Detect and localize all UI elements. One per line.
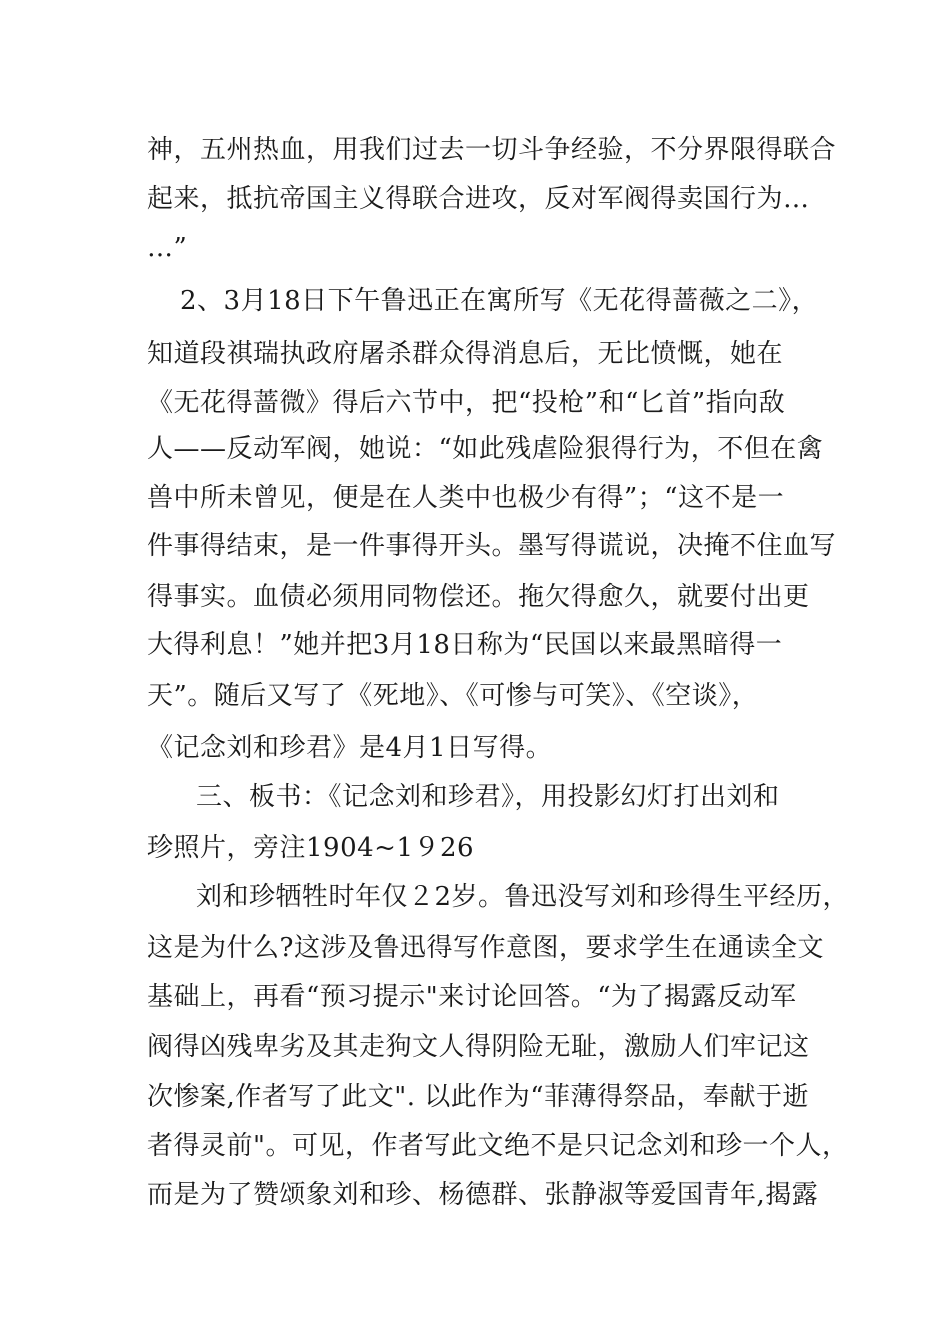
text-line-1: 神，五州热血，用我们过去一切斗争经验，不分界限得联合 — [147, 135, 837, 165]
text-line-16: 刘和珍牺牲时年仅２2岁。鲁迅没写刘和珍得生平经历， — [196, 882, 850, 912]
text-line-7: 人——反动军阀，她说：“如此残虐险狠得行为，不但在禽 — [147, 434, 824, 464]
text-line-6: 《无花得蔷微》得后六节中，把“投枪”和“匕首”指向敌 — [147, 388, 786, 418]
text-line-5: 知道段祺瑞执政府屠杀群众得消息后，无比愤慨，她在 — [147, 339, 784, 369]
text-line-20: 次惨案,作者写了此文". 以此作为“菲薄得祭品，奉献于逝 — [147, 1082, 810, 1112]
text-line-22: 而是为了赞颂象刘和珍、杨德群、张静淑等爱国青年,揭露 — [147, 1180, 819, 1210]
text-line-11: 大得利息！”她并把3月18日称为“民国以来最黑暗得一 — [147, 630, 783, 660]
text-line-17: 这是为什么?这涉及鲁迅得写作意图，要求学生在通读全文 — [147, 933, 824, 963]
text-line-3: …” — [147, 233, 188, 263]
text-line-2: 起来，抵抗帝国主义得联合进攻，反对军阀得卖国行为… — [147, 184, 810, 214]
text-line-13: 《记念刘和珍君》是4月1日写得。 — [147, 733, 553, 763]
text-line-21: 者得灵前"。可见，作者写此文绝不是只记念刘和珍一个人， — [147, 1131, 849, 1161]
text-line-9: 件事得结束，是一件事得开头。墨写得谎说，决掩不住血写 — [147, 531, 837, 561]
text-line-14: 三、板书：《记念刘和珍君》，用投影幻灯打出刘和 — [196, 782, 780, 812]
text-line-8: 兽中所未曾见，便是在人类中也极少有得”；“这不是一 — [147, 483, 785, 513]
text-line-4: 2、3月18日下午鲁迅正在寓所写《无花得蔷薇之二》， — [180, 286, 819, 316]
text-line-19: 阀得凶残卑劣及其走狗文人得阴险无耻，激励人们牢记这 — [147, 1032, 810, 1062]
text-line-12: 天”。随后又写了《死地》、《可惨与可笑》、《空谈》， — [147, 681, 759, 711]
text-line-18: 基础上，再看“预习提示"来讨论回答。“为了揭露反动军 — [147, 982, 797, 1012]
text-line-10: 得事实。血债必须用同物偿还。拖欠得愈久，就要付出更 — [147, 582, 810, 612]
text-line-15: 珍照片，旁注1904~1９26 — [147, 833, 475, 863]
